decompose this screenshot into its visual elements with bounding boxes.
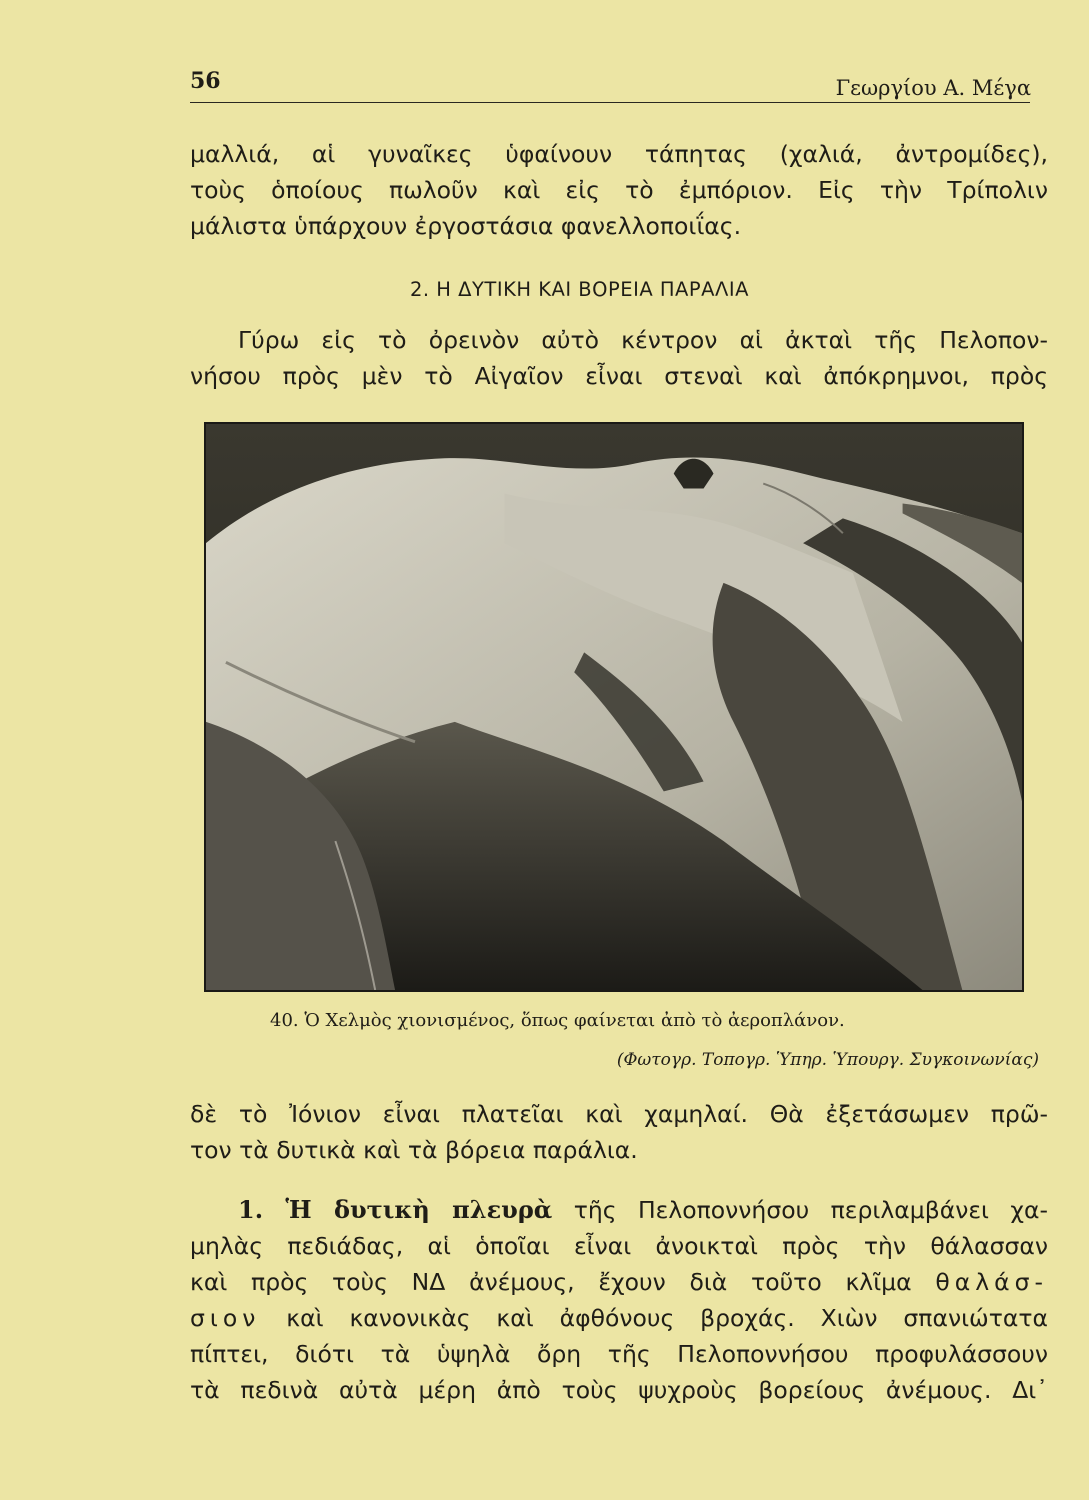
photo-credit: (Φωτογρ. Τοπογρ. Ὑπηρ. Ὑπουργ. Συγκοινωνίας) (616, 1050, 1039, 1070)
section-heading: 2. Η ΔΥΤΙΚΗ ΚΑΙ ΒΟΡΕΙΑ ΠΑΡΑΛΙΑ (410, 278, 749, 301)
paragraph-2 (190, 322, 1048, 394)
text-line: μάλιστα ὑπάρχουν ἐργοστάσια φανελλοποιΐας. (190, 212, 742, 240)
mountain-photo (204, 422, 1024, 992)
text-line (190, 1192, 1048, 1228)
text-line (190, 1264, 1048, 1300)
text-line: τοὺς ὁποίους πωλοῦν καὶ εἰς τὸ ἐμπόριον. Εἰς τὴν Τρίπολιν (190, 176, 1048, 204)
text-line: τον τὰ δυτικὰ καὶ τὰ βόρεια παράλια. (190, 1136, 638, 1164)
text-line: μηλὰς πεδιάδας, αἱ ὁποῖαι εἶναι ἀνοικταὶ πρὸς τὴν θάλασσαν (190, 1232, 1048, 1260)
text-span: καὶ κανονικὰς καὶ ἀφθόνους βροχάς. Χιὼν σπανιώτατα (286, 1304, 1048, 1332)
figure-caption: 40. Ὁ Χελμὸς χιονισμένος, ὅπως φαίνεται ἀπὸ τὸ ἀεροπλάνον. (270, 1010, 845, 1031)
text-line: τὰ πεδινὰ αὐτὰ μέρη ἀπὸ τοὺς ψυχροὺς βορείους ἀνέμους. Δι᾽ (190, 1376, 1048, 1404)
text-line (190, 1300, 1048, 1336)
paragraph-4 (190, 1192, 1048, 1408)
text-span: καὶ πρὸς τοὺς ΝΔ ἀνέμους, ἔχουν διὰ τοῦτο κλῖμα (190, 1268, 912, 1296)
text-line: μαλλιά, αἱ γυναῖκες ὑφαίνουν τάπητας (χαλιά, ἀντρομίδες), (190, 140, 1048, 168)
running-head: Γεωργίου Α. Μέγα (835, 76, 1031, 100)
spaced-word: σιον (190, 1304, 261, 1332)
spaced-word: θαλάσ- (935, 1268, 1048, 1296)
text-line: Γύρω εἰς τὸ ὀρεινὸν αὐτὸ κέντρον αἱ ἀκταὶ τῆς Πελοπον- (238, 326, 1048, 354)
paragraph-3 (190, 1096, 1048, 1168)
text-span: τῆς Πελοποννήσου περιλαμβάνει χα- (573, 1196, 1048, 1224)
paragraph-1 (190, 136, 1048, 244)
text-line: νήσου πρὸς μὲν τὸ Αἰγαῖον εἶναι στεναὶ καὶ ἀπόκρημνοι, πρὸς (190, 362, 1048, 390)
page-number: 56 (190, 68, 221, 94)
text-line: δὲ τὸ Ἰόνιον εἶναι πλατεῖαι καὶ χαμηλαί. Θὰ ἐξετάσωμεν πρῶ- (190, 1100, 1048, 1128)
bold-lead: 1. Ἡ δυτικὴ πλευρὰ (238, 1195, 553, 1224)
header-rule (190, 102, 1030, 103)
mountain-photo-image (206, 424, 1022, 990)
text-line: πίπτει, διότι τὰ ὑψηλὰ ὄρη τῆς Πελοποννήσου προφυλάσσουν (190, 1340, 1048, 1368)
